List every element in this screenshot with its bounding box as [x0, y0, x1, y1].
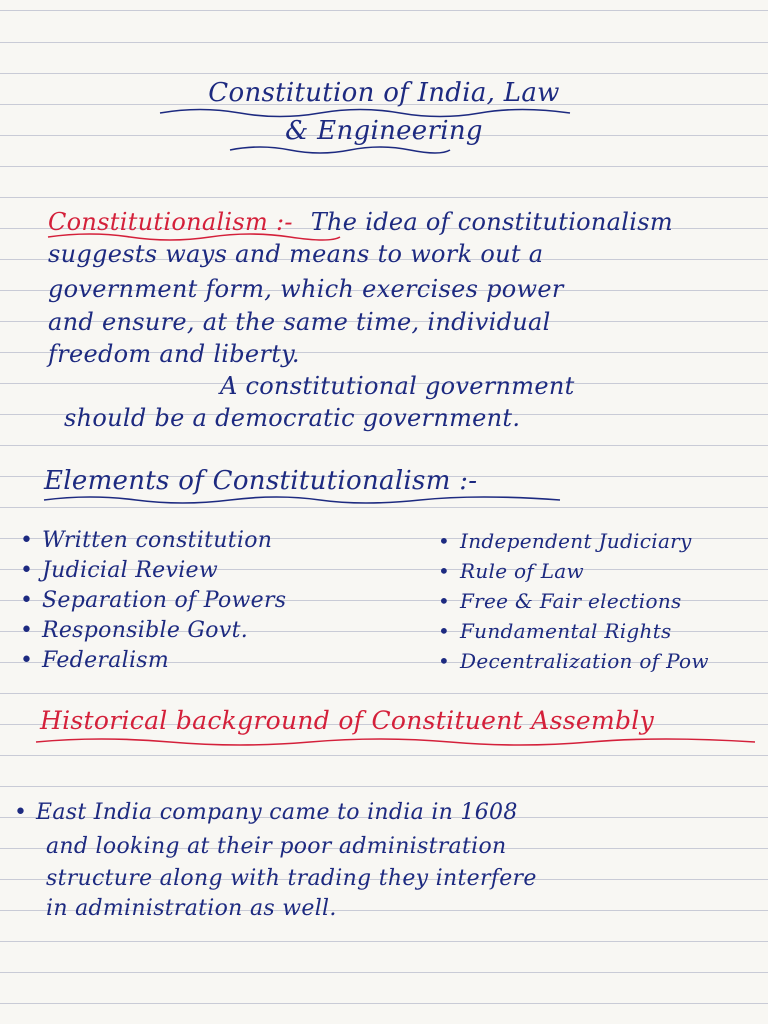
- paragraph-line: government form, which exercises power: [48, 275, 564, 303]
- history-line: • East India company came to india in 1608: [14, 800, 518, 825]
- bullet-icon: •: [438, 589, 451, 613]
- bullet-icon: •: [438, 619, 451, 643]
- bullet-icon: •: [438, 649, 451, 673]
- historical-background-heading: Historical background of Constituent Assembly: [40, 706, 655, 735]
- history-line: in administration as well.: [46, 896, 337, 921]
- elements-list-right: [438, 526, 709, 676]
- bullet-icon: •: [20, 648, 34, 673]
- paragraph-line: freedom and liberty.: [48, 340, 300, 368]
- paragraph-line: A constitutional government: [220, 372, 575, 400]
- page-title-line-1: Constitution of India, Law: [208, 78, 560, 108]
- bullet-icon: •: [20, 558, 34, 583]
- list-item: • Independent Judiciary: [438, 526, 709, 556]
- paragraph-line: suggests ways and means to work out a: [48, 240, 544, 268]
- paragraph-line: and ensure, at the same time, individual: [48, 308, 551, 336]
- list-item: • Separation of Powers: [20, 586, 286, 616]
- bullet-icon: •: [14, 800, 28, 825]
- list-item: • Fundamental Rights: [438, 616, 709, 646]
- elements-heading: Elements of Constitutionalism :-: [44, 466, 478, 496]
- history-line: structure along with trading they interfere: [46, 866, 537, 891]
- bullet-icon: •: [438, 529, 451, 553]
- bullet-icon: •: [438, 559, 451, 583]
- list-item: • Free & Fair elections: [438, 586, 709, 616]
- list-item: • Federalism: [20, 646, 286, 676]
- bullet-icon: •: [20, 618, 34, 643]
- list-item: • Decentralization of Pow: [438, 646, 709, 676]
- elements-list-left: [20, 526, 286, 676]
- bullet-icon: •: [20, 528, 34, 553]
- constitutionalism-line-1: [48, 208, 768, 236]
- bullet-icon: •: [20, 588, 34, 613]
- list-item: • Written constitution: [20, 526, 286, 556]
- list-item: • Responsible Govt.: [20, 616, 286, 646]
- paragraph-line: should be a democratic government.: [64, 404, 521, 432]
- paragraph-text: The idea of constitutionalism: [310, 208, 673, 236]
- page-title-line-2: & Engineering: [285, 116, 483, 146]
- list-item: • Judicial Review: [20, 556, 286, 586]
- list-item: • Rule of Law: [438, 556, 709, 586]
- constitutionalism-term: Constitutionalism :-: [48, 208, 293, 236]
- history-line: and looking at their poor administration: [46, 834, 507, 859]
